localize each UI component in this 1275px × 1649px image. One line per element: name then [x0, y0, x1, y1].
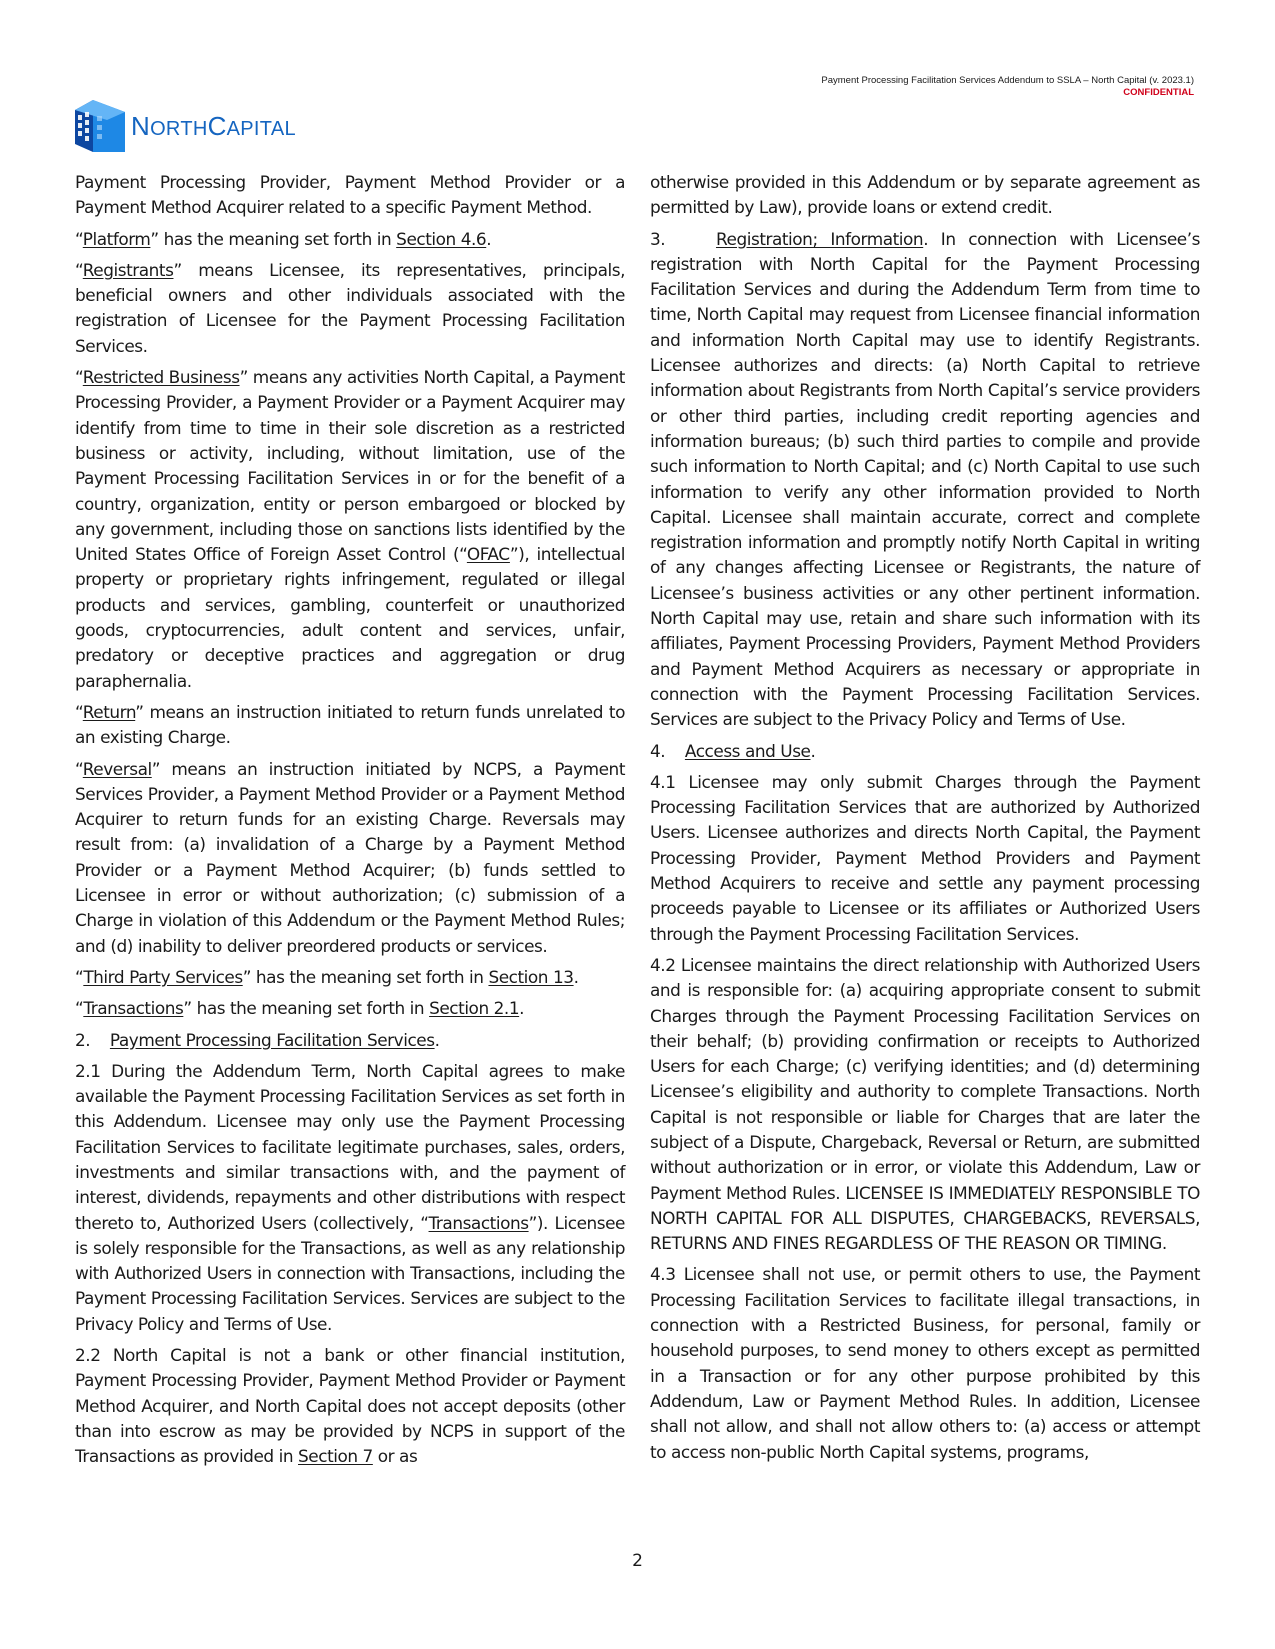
- paragraph: Payment Processing Provider, Payment Method Provider or a Payment Method Acquirer related to a specific Payment Method.: [75, 172, 625, 218]
- section-4-1: 4.1 Licensee may only submit Charges through the Payment Processing Facilitation Services that are authorized by Authorized Users. Licensee authorizes and directs North Capital, the Payment Processing Provider, Payment Method Providers and Payment Method Acquirers to receive and settle any payment processing proceeds payable to Licensee or its affiliates or Authorized Users through the Payment Processing Facilitation Services.: [650, 771, 1200, 944]
- defined-term: Platform: [82, 228, 151, 249]
- definition-return: “Return” means an instruction initiated to return funds unrelated to an existing Charge.: [75, 701, 625, 748]
- section-link[interactable]: Section 2.1: [429, 998, 520, 1019]
- header-title: Payment Processing Facilitation Services Addendum to SSLA – North Capital (v. 2023.1): [821, 75, 1194, 86]
- left-column: [75, 170, 625, 1476]
- section-link[interactable]: Section 7: [298, 1446, 373, 1467]
- defined-term: Transactions: [428, 1212, 529, 1233]
- page-number: 2: [632, 1551, 643, 1571]
- defined-term: Third Party Services: [83, 966, 243, 987]
- right-column: [650, 170, 1200, 1471]
- section-link[interactable]: Section 13: [488, 966, 574, 987]
- document-header: [821, 75, 1194, 99]
- north-capital-logo: [75, 98, 296, 154]
- section-3: 3. Registration; Information. In connection with Licensee’s registration with North Capital for the Payment Processing Facilitation Services and during the Addendum Term from time to time, North Capital may request from Licensee financial information and information North Capital may use to identify Registrants. Licensee authorizes and directs: (a) North Capital to retrieve information about Registrants from North Capital’s service providers or other third parties, including credit reporting agencies and information bureaus; (b) such third parties to compile and provide such information to North Capital; and (c) North Capital to use such information to verify any other information provided to North Capital. Licensee shall maintain accurate, correct and complete registration information and promptly notify North Capital in writing of any changes affecting Licensee or Registrants, the nature of Licensee’s business activities or any other pertinent information. North Capital may use, retain and share such information with its affiliates, Payment Processing Providers, Payment Method Providers and Payment Method Acquirers as necessary or appropriate in connection with the Payment Processing Facilitation Services. Services are subject to the Privacy Policy and Terms of Use.: [650, 228, 1200, 730]
- paragraph: otherwise provided in this Addendum or by separate agreement as permitted by Law), provide loans or extend credit.: [650, 172, 1200, 218]
- definition-reversal: “Reversal” means an instruction initiated by NCPS, a Payment Services Provider, a Payment Method Provider or a Payment Method Acquirer to return funds for an existing Charge. Reversals may result from: (a) invalidation of a Charge by a Payment Method Provider or a Payment Method Acquirer; (b) funds settled to Licensee in error or without authorization; (c) submission of a Charge in violation of this Addendum or the Payment Method Rules; and (d) inability to deliver preordered products or services.: [75, 758, 625, 956]
- section-4-2: 4.2 Licensee maintains the direct relationship with Authorized Users and is responsible for: (a) acquiring appropriate consent to submit Charges through the Payment Processing Facilitation Services on their behalf; (b) providing confirmation or receipts to Authorized Users for each Charge; (c) verifying identities; and (d) determining Licensee’s eligibility and authority to complete Transactions. North Capital is not responsible or liable for Charges that are later the subject of a Dispute, Chargeback, Reversal or Return, are submitted without authorization or in error, or violate this Addendum, Law or Payment Method Rules. LICENSEE IS IMMEDIATELY RESPONSIBLE TO NORTH CAPITAL FOR ALL DISPUTES, CHARGEBACKS, REVERSALS, RETURNS AND FINES REGARDLESS OF THE REASON OR TIMING.: [650, 954, 1200, 1254]
- section-link[interactable]: Section 4.6: [396, 228, 487, 249]
- defined-term: Reversal: [82, 758, 152, 779]
- section-2-heading: 2. Payment Processing Facilitation Services.: [75, 1029, 440, 1050]
- defined-term: OFAC: [466, 544, 510, 565]
- building-icon: [75, 98, 125, 154]
- section-2-2: 2.2 North Capital is not a bank or other financial institution, Payment Processing Provider, Payment Method Provider or Payment Method Acquirer, and North Capital does not accept deposits (other than into escrow as may be provided by NCPS in support of the Transactions as provided in Section 7 or as: [75, 1345, 625, 1467]
- defined-term: Return: [82, 701, 136, 722]
- defined-term: Registrants: [82, 259, 174, 280]
- definition-platform: “Platform” has the meaning set forth in Section 4.6.: [75, 228, 492, 249]
- definition-transactions: “Transactions” has the meaning set forth in Section 2.1.: [75, 998, 525, 1019]
- definition-third-party-services: “Third Party Services” has the meaning set forth in Section 13.: [75, 966, 579, 987]
- defined-term: Transactions: [83, 998, 184, 1019]
- section-2-1: 2.1 During the Addendum Term, North Capital agrees to make available the Payment Processing Facilitation Services as set forth in this Addendum. Licensee may only use the Payment Processing Facilitation Services to facilitate legitimate purchases, sales, orders, investments and similar transactions with, and the payment of interest, dividends, repayments and other distributions with respect thereto to, Authorized Users (collectively, “Transactions”). Licensee is solely responsible for the Transactions, as well as any relationship with Authorized Users in connection with Transactions, including the Payment Processing Facilitation Services. Services are subject to the Privacy Policy and Terms of Use.: [75, 1060, 625, 1334]
- definition-restricted-business: “Restricted Business” means any activities North Capital, a Payment Processing Provider, a Payment Provider or a Payment Acquirer may identify from time to time in their sole discretion as a restricted business or activity, including, without limitation, use of the Payment Processing Facilitation Services in or for the benefit of a country, organization, entity or person embargoed or blocked by any government, including those on sanctions lists identified by the United States Office of Foreign Asset Control (“OFAC”), intellectual property or proprietary rights infringement, regulated or illegal products and services, gambling, counterfeit or unauthorized goods, cryptocurrencies, adult content and services, unfair, predatory or deceptive practices and aggregation or drug paraphernalia.: [75, 367, 625, 691]
- section-4-heading: 4. Access and Use.: [650, 740, 816, 761]
- defined-term: Restricted Business: [82, 367, 240, 388]
- section-4-3: 4.3 Licensee shall not use, or permit others to use, the Payment Processing Facilitation Services to facilitate illegal transactions, in connection with a Restricted Business, for personal, family or household purposes, to send money to others except as permitted in a Transaction or for any other purpose prohibited by this Addendum, Law or Payment Method Rules. In addition, Licensee shall not allow, and shall not allow others to: (a) access or attempt to access non-public North Capital systems, programs,: [650, 1264, 1200, 1462]
- definition-registrants: “Registrants” means Licensee, its representatives, principals, beneficial owners and other individuals associated with the registration of Licensee for the Payment Processing Facilitation Services.: [75, 259, 625, 356]
- confidential-label: CONFIDENTIAL: [1123, 87, 1194, 98]
- logo-wordmark: NORTHCAPITAL: [131, 110, 296, 141]
